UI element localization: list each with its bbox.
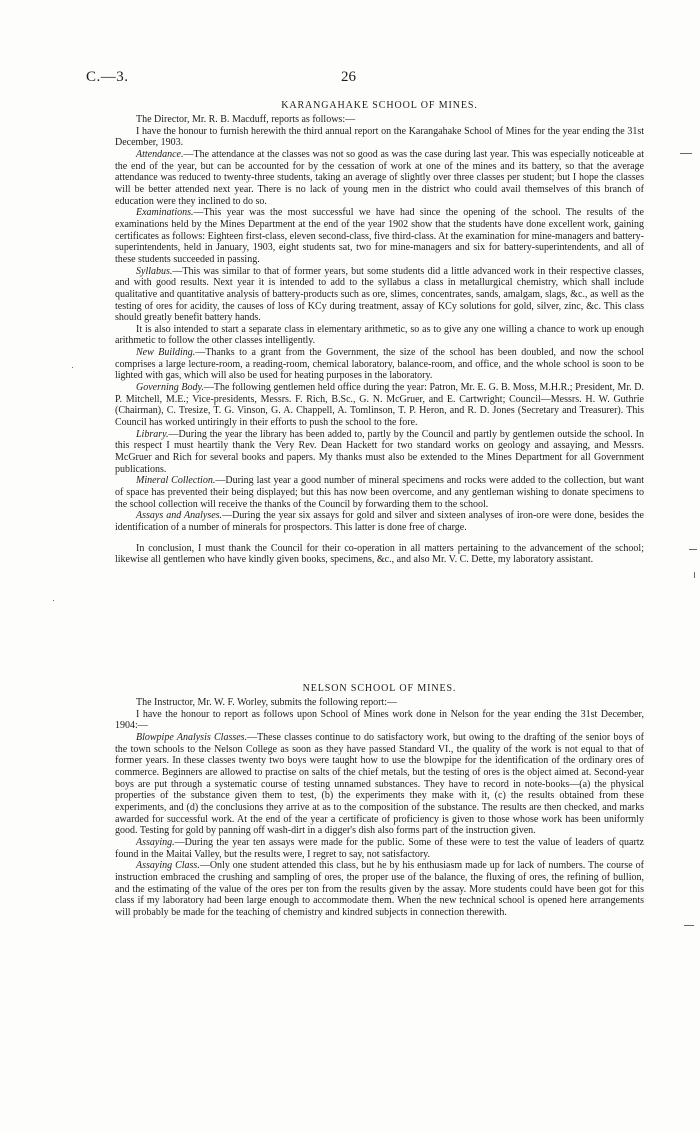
margin-mark	[689, 549, 697, 550]
heading-assaying: Assaying.	[136, 836, 175, 848]
margin-mark	[684, 925, 694, 926]
paragraph-new-building: New Building.—Thanks to a grant from the Government, the size of the school has been doubled, and now the school comprises a large lecture-room, a reading-room, chemical laboratory, balance-room, and office, and the whole school is soon to be lighted with gas, which will also be used for heating purposes in the laboratory.	[115, 347, 644, 382]
paragraph-syllabus: Syllabus.—This was similar to that of former years, but some students did a little advanced work in their respective classes, and with good results. Next year it is intended to add to the syllabus a class in metallurgical chemistry, which shall include qualitative and quantitative analysis of battery-products such as ore, slimes, concentrates, sands, amalgam, slags, &c., as well as the testing of ores for acidity, the causes of loss of KCy during treatment, assay of KCy solutions for gold, silver, zinc, &c. This class should greatly benefit battery hands.	[115, 265, 644, 324]
paragraph-arithmetic: It is also intended to start a separate class in elementary arithmetic, so as to give any one willing a chance to work up enough arithmetic to follow the other classes intelligently.	[115, 323, 644, 347]
heading-blowpipe: Blowpipe Analysis Classes.	[136, 731, 248, 743]
paragraph-attendance: Attendance.—The attendance at the classes was not so good as was the case during last year. This was especially noticeable at the end of the year, but can be accounted for by the cessation of work at one of the mines and its battery, so that the average attendance was reduced to twenty-three students, taking an average of slightly over three classes per student; but I hope the classes will be better attended next year. There is no lack of young men in the district who could avail themselves of this branch of education were they inclined to do so.	[115, 148, 644, 207]
margin-mark	[53, 600, 54, 601]
paragraph-blowpipe: Blowpipe Analysis Classes.—These classes continue to do satisfactory work, but owing to the drafting of the senior boys of the town schools to the Nelson College as soon as they have passed Standard VI., the quality of the work is not equal to that of former years. In these classes twenty two boys were taught how to use the blowpipe for the identification of the ordinary ores of commerce. Beginners are allowed to practise on salts of the chief metals, but the testing of ores is the object aimed at. Second-year boys are put through a systematic course of testing unnamed substances. They have to record in note-books—(a) the physical properties of the substance given them to test, (b) the experiments they make with it, (c) the results obtained from these experiments, and (d) the conclusions they arrive at as to the composition of the substance. The results are then checked, and marks awarded for successful work. At the end of the year a certificate of proficiency is given to those whose work has been uniformly good. Testing for gold by panning off wash-dirt in a digger's dish also forms part of the instruction given.	[115, 731, 644, 837]
margin-mark	[680, 153, 692, 154]
page-number: 26	[341, 69, 356, 85]
heading-syllabus: Syllabus.	[136, 265, 173, 277]
heading-assays-analyses: Assays and Analyses.	[136, 510, 223, 522]
paragraph-library: Library.—During the year the library has been added to, partly by the Council and partly by gentlemen outside the school. In this respect I must heartily thank the Very Rev. Dean Hackett for two standard works on geology and assaying, and Messrs. McGruer and Rich for several books and papers. My thanks must also be extended to the Mines Department for all Government publications.	[115, 428, 644, 475]
paragraph-honour: I have the honour to furnish herewith the third annual report on the Karangahake School of Mines for the year ending the 31st December, 1903.	[115, 125, 644, 149]
margin-mark	[694, 572, 695, 578]
heading-examinations: Examinations.	[136, 207, 194, 219]
paragraph-nelson-honour: I have the honour to report as follows upon School of Mines work done in Nelson for the year ending the 31st December, 1904:—	[115, 708, 644, 732]
paragraph-assaying-class: Assaying Class.—Only one student attended this class, but he by his enthusiasm made up for lack of numbers. The course of instruction embraced the crushing and sampling of ores, the proper use of the balance, the fluxing of ores, the refining of bullion, and the estimating of the value of the ores per ton from the results given by the assay. More students could have been got for this class if my laboratory had been large enough to accommodate them. When the new technical school is opened here arrangements will probably be made for the teaching of chemistry and kindred subjects in connection therewith.	[115, 860, 645, 918]
heading-new-building: New Building.	[136, 347, 196, 359]
paragraph-assays-analyses: Assays and Analyses.—During the year six assays for gold and silver and sixteen analyses of iron-ore were done, besides the identification of a number of minerals for prospectors. This latter is done free of charge.	[115, 510, 644, 533]
karangahake-report	[115, 114, 644, 566]
paragraph-assaying: Assaying.—During the year ten assays were made for the public. Some of these were to test the value of leaders of quartz found in the Maitai Valley, but the results were, I regret to say, not satisfactory.	[115, 836, 644, 860]
heading-governing-body: Governing Body.	[136, 382, 204, 394]
heading-mineral-collection: Mineral Collection.	[136, 475, 216, 487]
paragraph-instructor-intro: The Instructor, Mr. W. F. Worley, submits the following report:—	[136, 697, 398, 708]
heading-assaying-class: Assaying Class.	[136, 860, 200, 872]
section-reference: C.—3.	[86, 69, 129, 85]
heading-attendance: Attendance.	[136, 148, 184, 160]
margin-mark	[72, 367, 73, 368]
nelson-report	[115, 697, 644, 918]
paragraph-conclusion: In conclusion, I must thank the Council for their co-operation in all matters pertaining to the advancement of the school; likewise all gentlemen who have kindly given books, specimens, &c., and also Mr. V. C. Dette, my laboratory assistant.	[115, 542, 644, 566]
heading-library: Library.	[136, 428, 169, 440]
nelson-title: NELSON SCHOOL OF MINES.	[302, 683, 457, 694]
page-header	[86, 69, 606, 87]
paragraph-mineral-collection: Mineral Collection.—During last year a good number of mineral specimens and rocks were added to the collection, but want of space has prevented their being displayed; but this has now been overcome, and any gentleman wishing to donate specimens to the school collection will receive the thanks of the Council by forwarding them to the school.	[115, 475, 644, 510]
paragraph-director-intro: The Director, Mr. R. B. Macduff, reports as follows:—	[136, 114, 356, 125]
karangahake-title: KARANGAHAKE SCHOOL OF MINES.	[281, 100, 478, 111]
paragraph-examinations: Examinations.—This year was the most successful we have had since the opening of the school. The results of the examinations held by the Mines Department at the end of the year 1902 show that the students have done excellent work, gaining certificates as follows: Eighteen first-class, eleven second-class, five third-class. At the examination for mine-managers and battery-superintendents, held in January, 1903, eight students sat, two for mine-managers and six for battery-superintendents, and all of these students succeeded in passing.	[115, 207, 644, 265]
paragraph-governing-body: Governing Body.—The following gentlemen held office during the year: Patron, Mr. E. G. B. Moss, M.H.R.; President, Mr. D. P. Mitchell, M.E.; Vice-presidents, Messrs. F. Rich, B.Sc., G. N. McGruer, and E. Cartwright; Council—Messrs. H. W. Guthrie (Chairman), C. Tresize, T. G. Vinson, G. A. Chappell, A. Tomlinson, T. P. Heron, and R. D. Jones (Secretary and Treasurer). This Council has worked untiringly in their efforts to push the school to the fore.	[115, 382, 645, 429]
